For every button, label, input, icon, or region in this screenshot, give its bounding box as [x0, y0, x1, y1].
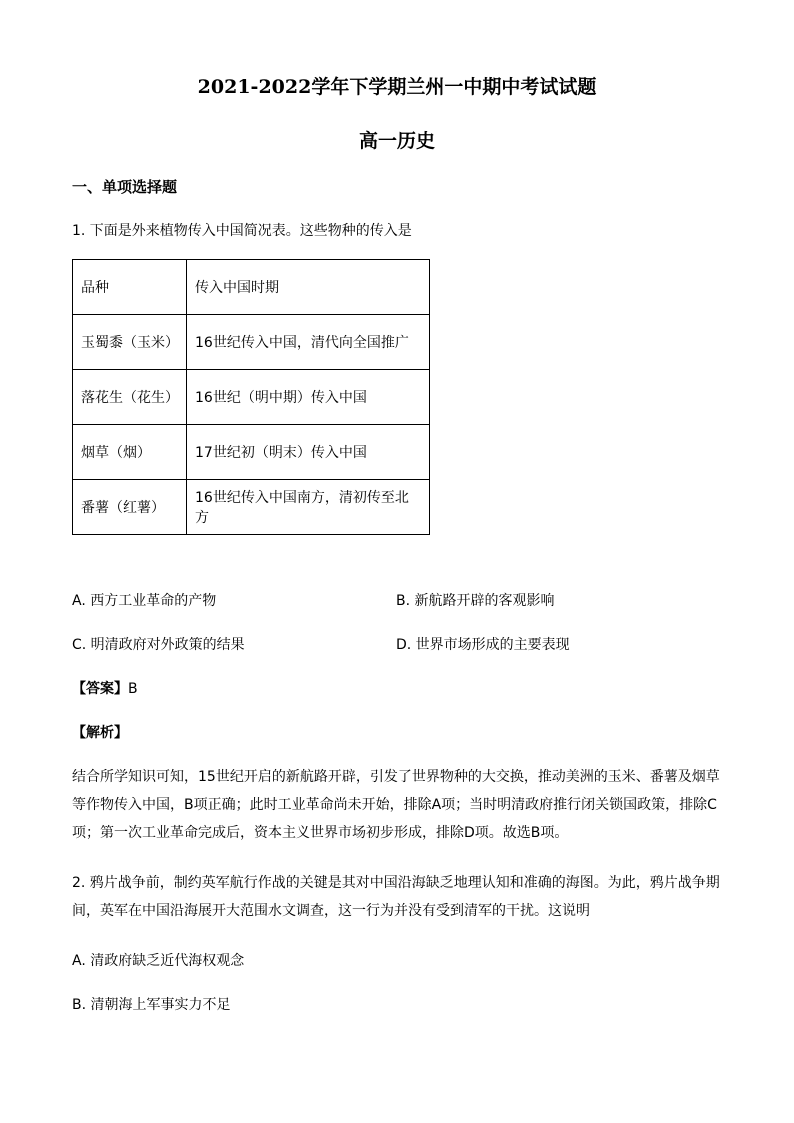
question-2-option-a: A. 清政府缺乏近代海权观念 — [72, 953, 245, 969]
table-row — [73, 480, 430, 535]
table-cell: 16世纪传入中国南方，清初传至北方 — [187, 480, 430, 535]
exam-title: 2021-2022学年下学期兰州一中期中考试试题 — [197, 76, 597, 98]
question-2-option-b: B. 清朝海上军事实力不足 — [72, 997, 231, 1013]
analysis-text: 结合所学知识可知，15世纪开启的新航路开辟，引发了世界物种的大交换，推动美洲的玉米、番薯及烟草等作物传入中国，B项正确；此时工业革命尚未开始，排除A项；当时明清政府推行闭关锁国政策，排除C项；第一次工业革命完成后，资本主义世界市场初步形成，排除D项。故选B项。 — [72, 769, 720, 841]
table-cell: 玉蜀黍（玉米） — [73, 315, 187, 370]
table-cell: 16世纪传入中国，清代向全国推广 — [187, 315, 430, 370]
table-row — [73, 425, 430, 480]
question-1-stem: 1. 下面是外来植物传入中国简况表。这些物种的传入是 — [72, 223, 412, 239]
table-cell: 17世纪初（明末）传入中国 — [187, 425, 430, 480]
table-header-row — [73, 260, 430, 315]
answer-line — [72, 678, 138, 698]
table-cell: 16世纪（明中期）传入中国 — [187, 370, 430, 425]
table-row — [73, 370, 430, 425]
plants-table — [72, 259, 430, 535]
question-1-option-d: D. 世界市场形成的主要表现 — [396, 637, 570, 653]
question-1-option-c: C. 明清政府对外政策的结果 — [72, 637, 245, 653]
table-header-cell: 传入中国时期 — [187, 260, 430, 315]
question-1-option-a: A. 西方工业革命的产物 — [72, 593, 217, 609]
table-cell: 落花生（花生） — [73, 370, 187, 425]
table-header-cell: 品种 — [73, 260, 187, 315]
table-cell: 番薯（红薯） — [73, 480, 187, 535]
analysis-label: 【解析】 — [72, 725, 128, 741]
answer-value: B — [128, 681, 138, 697]
question-2-stem: 2. 鸦片战争前，制约英军航行作战的关键是其对中国沿海缺乏地理认知和准确的海图。为此，鸦片战争期间，英军在中国沿海展开大范围水文调查，这一行为并没有受到清军的干扰。这说明 — [72, 875, 720, 919]
answer-label: 【答案】 — [72, 681, 128, 697]
section-heading: 一、单项选择题 — [72, 178, 178, 196]
exam-subject: 高一历史 — [358, 130, 435, 152]
analysis-line — [72, 722, 128, 742]
question-1-option-b: B. 新航路开辟的客观影响 — [396, 593, 555, 609]
table-cell: 烟草（烟） — [73, 425, 187, 480]
table-row — [73, 315, 430, 370]
